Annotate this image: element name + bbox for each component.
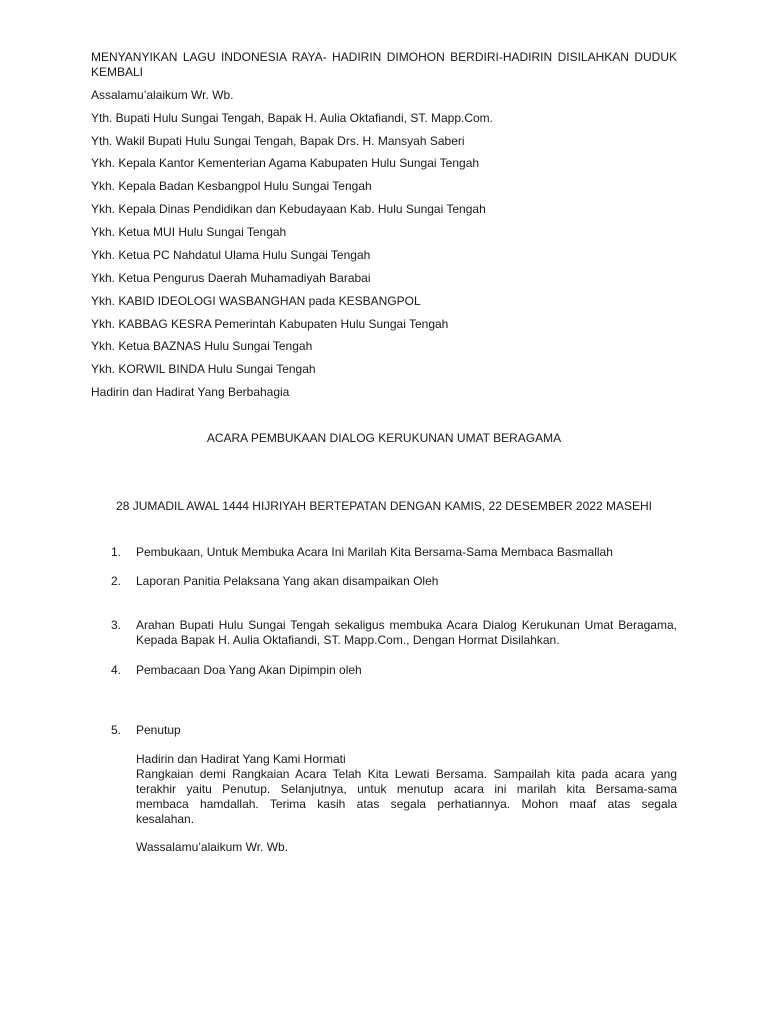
agenda-number: 3.	[111, 618, 122, 632]
event-date: 28 JUMADIL AWAL 1444 HIJRIYAH BERTEPATAN DENGAN KAMIS, 22 DESEMBER 2022 MASEHI	[116, 499, 652, 513]
agenda-item-line: Penutup	[136, 723, 181, 737]
agenda-item-line: Kepada Bapak H. Aulia Oktafiandi, ST. Mapp.Com., Dengan Hormat Disilahkan.	[136, 633, 560, 647]
greeting-line: Ykh. KORWIL BINDA Hulu Sungai Tengah	[91, 362, 316, 376]
closing-paragraph-line: kesalahan.	[136, 812, 195, 826]
greeting-line: Yth. Bupati Hulu Sungai Tengah, Bapak H. Aulia Oktafiandi, ST. Mapp.Com.	[91, 111, 494, 125]
agenda-number: 5.	[111, 723, 122, 737]
greeting-line: Ykh. Kepala Dinas Pendidikan dan Kebudayaan Kab. Hulu Sungai Tengah	[91, 202, 486, 216]
greeting-line: Yth. Wakil Bupati Hulu Sungai Tengah, Bapak Drs. H. Mansyah Saberi	[91, 134, 465, 148]
heading-line-2: KEMBALI	[91, 65, 144, 79]
closing-section	[136, 752, 677, 827]
closing-paragraph-line: terakhir yaitu Penutup. Selanjutnya, untuk menutup acara ini marilah kita Bersama-sama	[136, 782, 677, 796]
farewell	[136, 840, 677, 855]
agenda-item-text	[136, 545, 677, 560]
greeting-line: Ykh. KABID IDEOLOGI WASBANGHAN pada KESBANGPOL	[91, 294, 421, 308]
agenda-number: 1.	[111, 545, 122, 559]
agenda-item-line: Arahan Bupati Hulu Sungai Tengah sekaligus membuka Acara Dialog Kerukunan Umat Beragama,	[136, 618, 677, 632]
agenda-item-line: Pembukaan, Untuk Membuka Acara Ini Marilah Kita Bersama-Sama Membaca Basmallah	[136, 545, 613, 559]
greeting-line: Ykh. Ketua BAZNAS Hulu Sungai Tengah	[91, 339, 313, 353]
agenda-item-text	[136, 663, 677, 678]
agenda-item-text	[136, 574, 677, 589]
greeting-line: Ykh. Ketua PC Nahdatul Ulama Hulu Sungai Tengah	[91, 248, 371, 262]
event-title: ACARA PEMBUKAAN DIALOG KERUKUNAN UMAT BERAGAMA	[206, 431, 562, 445]
agenda-item-line: Pembacaan Doa Yang Akan Dipimpin oleh	[136, 663, 362, 677]
greeting-line: Ykh. Kepala Kantor Kementerian Agama Kabupaten Hulu Sungai Tengah	[91, 156, 480, 170]
greeting-line: Ykh. Ketua Pengurus Daerah Muhamadiyah Barabai	[91, 271, 371, 285]
greeting-line: Ykh. Kepala Badan Kesbangpol Hulu Sungai Tengah	[91, 179, 372, 193]
closing-greeting: Hadirin dan Hadirat Yang Kami Hormati	[136, 752, 346, 766]
agenda-item-text	[136, 723, 677, 738]
greeting-line: Hadirin dan Hadirat Yang Berbahagia	[91, 385, 290, 399]
agenda-item-text	[136, 618, 677, 648]
agenda-item-line: Laporan Panitia Pelaksana Yang akan disampaikan Oleh	[136, 574, 439, 588]
salutation: Assalamu’alaikum Wr. Wb.	[91, 88, 234, 102]
agenda-number: 4.	[111, 663, 122, 677]
farewell-text: Wassalamu’alaikum Wr. Wb.	[136, 840, 289, 854]
agenda-number: 2.	[111, 574, 122, 588]
closing-paragraph-line: membaca hamdallah. Terima kasih atas segala perhatiannya. Mohon maaf atas segala	[136, 797, 677, 811]
heading-line-1: MENYANYIKAN LAGU INDONESIA RAYA- HADIRIN DIMOHON BERDIRI-HADIRIN DISILAHKAN DUDUK	[91, 50, 677, 64]
greeting-line: Ykh. Ketua MUI Hulu Sungai Tengah	[91, 225, 287, 239]
closing-paragraph-line: Rangkaian demi Rangkaian Acara Telah Kita Lewati Bersama. Sampailah kita pada acara yang	[136, 767, 677, 781]
greeting-line: Ykh. KABBAG KESRA Pemerintah Kabupaten Hulu Sungai Tengah	[91, 317, 449, 331]
